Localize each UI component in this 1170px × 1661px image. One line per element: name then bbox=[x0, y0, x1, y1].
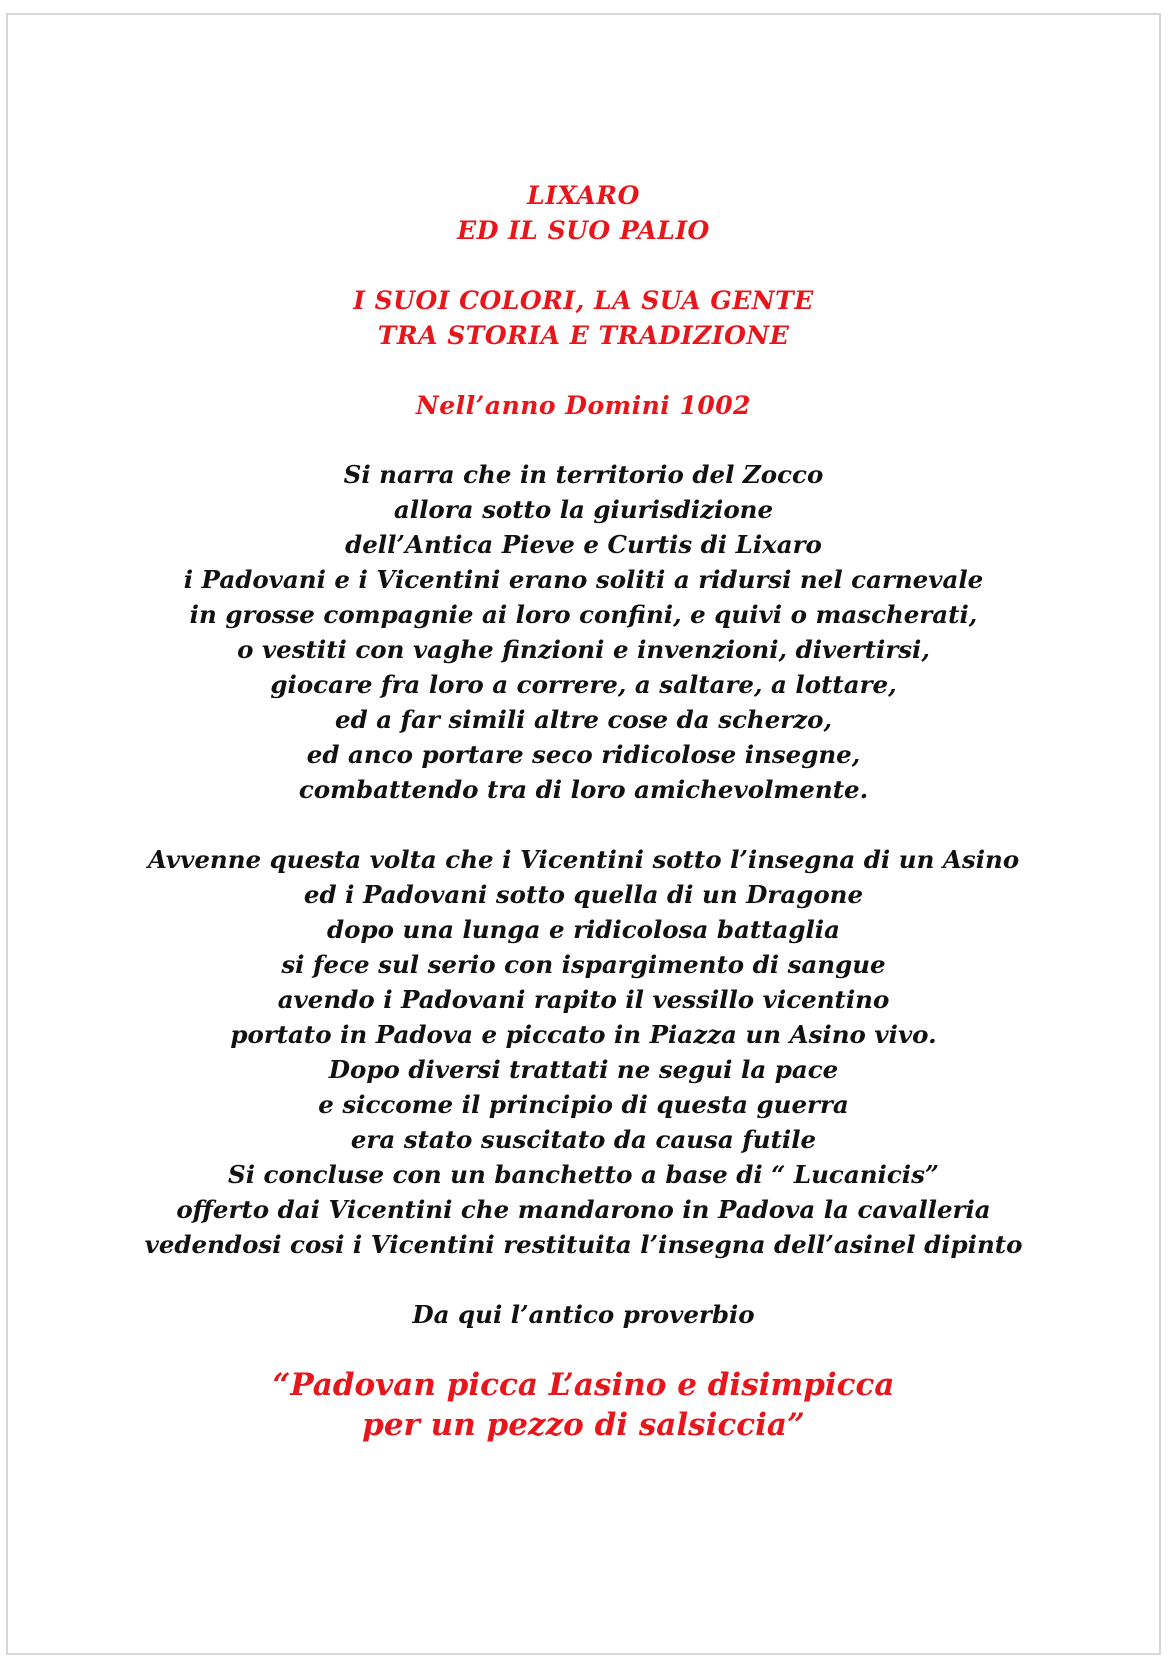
document-page bbox=[6, 13, 1161, 1655]
stanza2-line: ed i Padovani sotto quella di un Dragone bbox=[303, 880, 864, 909]
stanza1-line: ed a far simili altre cose da scherzo, bbox=[334, 705, 832, 734]
subtitle-line-2: TRA STORIA E TRADIZIONE bbox=[377, 321, 790, 350]
title-line-1: LIXARO bbox=[527, 181, 640, 210]
stanza1-line: giocare fra loro a correre, a saltare, a lottare, bbox=[270, 670, 897, 699]
stanza2-line: offerto dai Vicentini che mandarono in Padova la cavalleria bbox=[176, 1195, 991, 1224]
stanza2-line: dopo una lunga e ridicolosa battaglia bbox=[327, 915, 840, 944]
stanza1-line: allora sotto la giurisdizione bbox=[393, 495, 774, 524]
stanza1-line: ed anco portare seco ridicolose insegne, bbox=[306, 740, 861, 769]
proverb-intro: Da qui l’antico proverbio bbox=[412, 1300, 755, 1329]
stanza1-line: o vestiti con vaghe finzioni e invenzioni, divertirsi, bbox=[237, 635, 930, 664]
stanza1-line: Si narra che in territorio del Zocco bbox=[343, 460, 824, 489]
stanza1-line: i Padovani e i Vicentini erano soliti a ridursi nel carnevale bbox=[183, 565, 984, 594]
stanza2-line: era stato suscitato da causa futile bbox=[350, 1125, 817, 1154]
subtitle-line-1: I SUOI COLORI, LA SUA GENTE bbox=[353, 286, 814, 315]
proverb-line-2: per un pezzo di salsiccia” bbox=[362, 1407, 805, 1443]
stanza2-line: avendo i Padovani rapito il vessillo vicentino bbox=[277, 985, 890, 1014]
stanza2-line: si fece sul serio con ispargimento di sangue bbox=[281, 950, 886, 979]
date-line: Nell’anno Domini 1002 bbox=[415, 391, 752, 420]
stanza2-line: Avvenne questa volta che i Vicentini sotto l’insegna di un Asino bbox=[147, 845, 1020, 874]
stanza1-line: dell’Antica Pieve e Curtis di Lixaro bbox=[345, 530, 822, 559]
stanza2-line: vedendosi cosi i Vicentini restituita l’insegna dell’asinel dipinto bbox=[144, 1230, 1023, 1259]
title-line-2: ED IL SUO PALIO bbox=[457, 216, 710, 245]
stanza1-line: combattendo tra di loro amichevolmente. bbox=[298, 775, 869, 804]
proverb-line-1: “Padovan picca L’asino e disimpicca bbox=[272, 1367, 895, 1403]
stanza2-line: Si concluse con un banchetto a base di “ Lucanicis” bbox=[228, 1160, 939, 1189]
stanza2-line: portato in Padova e piccato in Piazza un Asino vivo. bbox=[230, 1020, 937, 1049]
stanza2-line: Dopo diversi trattati ne segui la pace bbox=[328, 1055, 839, 1084]
stanza1-line: in grosse compagnie ai loro confini, e quivi o mascherati, bbox=[189, 600, 978, 629]
stanza2-line: e siccome il principio di questa guerra bbox=[318, 1090, 849, 1119]
